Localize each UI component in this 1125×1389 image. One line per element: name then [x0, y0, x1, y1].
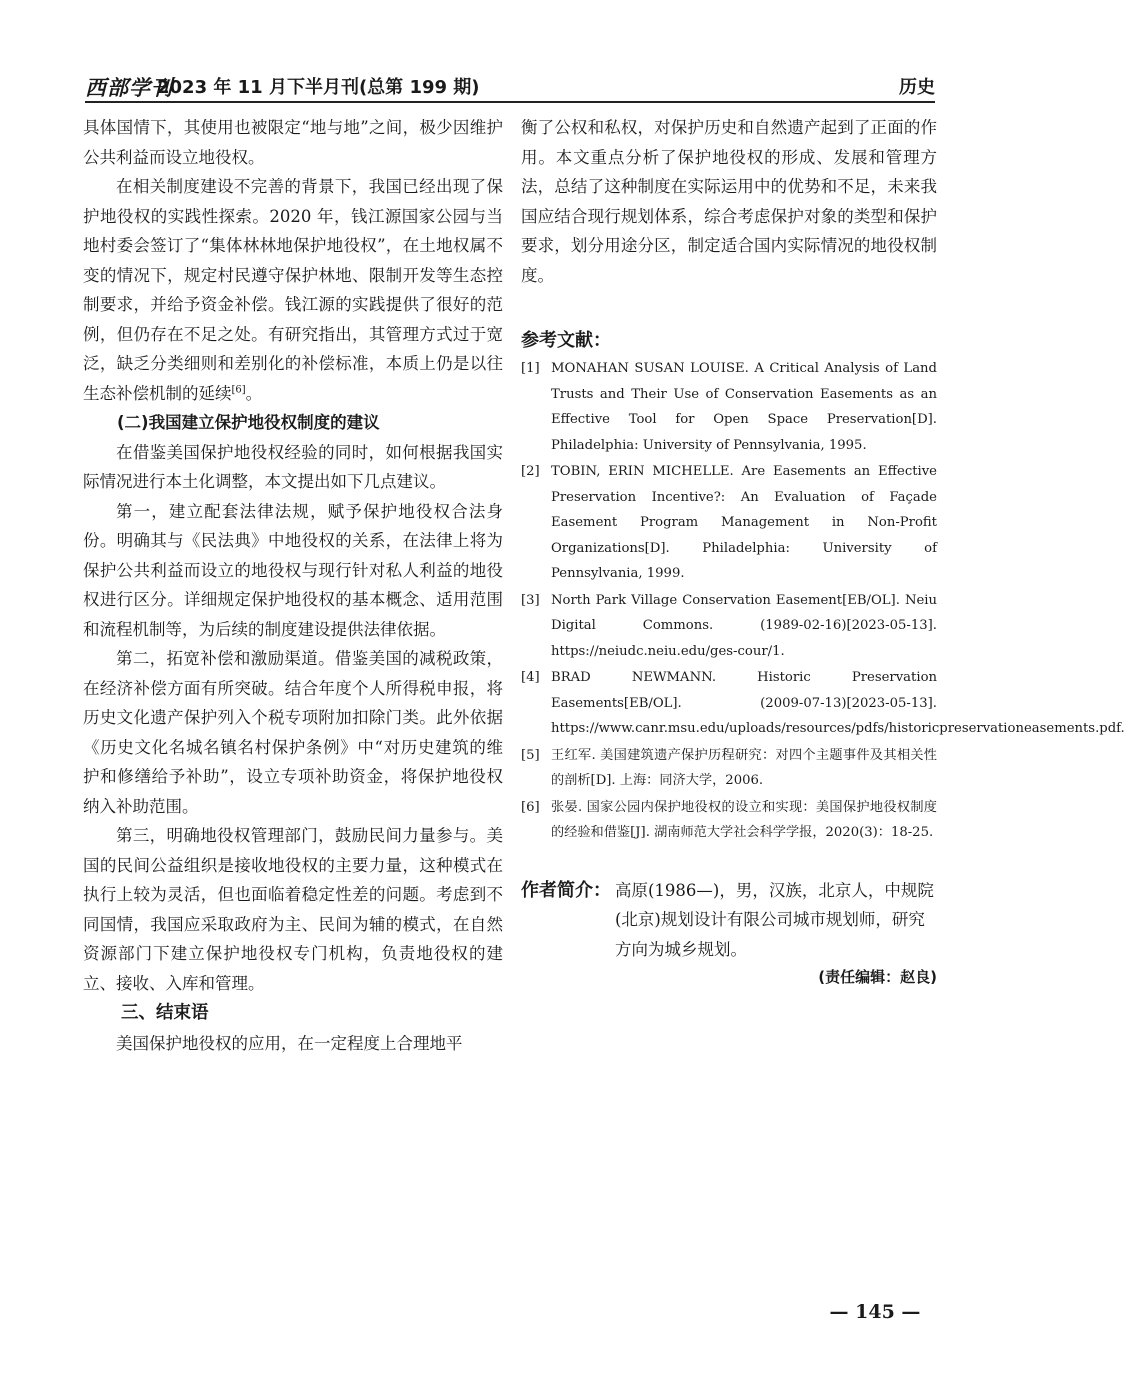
reference-item: [3] North Park Village Conservation Easement[EB/OL]. Neiu Digital Commons. (1989-02-16)[2023-05-13]. https://neiudc.neiu.edu/ges-cour/1. — [521, 592, 937, 659]
body-paragraph: 美国保护地役权的应用，在一定程度上合理地平 — [116, 1034, 463, 1053]
references-title: 参考文献： — [521, 330, 611, 351]
reference-item: [2] TOBIN, ERIN MICHELLE. Are Easements an Effective Preservation Incentive?: An Evaluation of Façade Easement Program Management in Non-Profit Organizations[D]. Philadelphia: University of Pennsylvania, 1999. — [521, 464, 937, 581]
reference-item: [4] BRAD NEWMANN. Historic Preservation Easements[EB/OL]. (2009-07-13)[2023-05-13]. https://www.canr.msu.edu/uploads/resources/pdfs/historicpreservationeasements.pdf. — [521, 670, 1125, 736]
body-paragraph: 第一，建立配套法律法规，赋予保护地役权合法身份。明确其与《民法典》中地役权的关系，在法律上将为保护公共利益而设立的地役权与现行针对私人利益的地役权进行区分。详细规定保护地役权的基本概念、适用范围和流程机制等，为后续的制度建设提供法律依据。 — [83, 501, 503, 639]
section-name: 历史 — [899, 77, 935, 98]
body-paragraph: 衡了公权和私权，对保护历史和自然遗产起到了正面的作用。本文重点分析了保护地役权的形成、发展和管理方法，总结了这种制度在实际运用中的优势和不足，未来我国应结合现行规划体系，综合考虑保护对象的类型和保护要求，划分用途分区，制定适合国内实际情况的地役权制度。 — [521, 118, 937, 285]
reference-item: [1] MONAHAN SUSAN LOUISE. A Critical Analysis of Land Trusts and Their Use of Conservation Easements as an Effective Tool for Open Space Preservation[D]. Philadelphia: University of Pennsylvania, 1995. — [521, 361, 937, 453]
section-heading: 三、结束语 — [121, 1003, 209, 1023]
citation-marker: [6] — [231, 384, 246, 395]
subsection-heading: (二)我国建立保护地役权制度的建议 — [117, 413, 380, 432]
body-paragraph: 第二，拓宽补偿和激励渠道。借鉴美国的减税政策，在经济补偿方面有所突破。结合年度个人所得税申报，将历史文化遗产保护列入个税专项附加扣除门类。此外依据《历史文化名城名镇名村保护条例》中“对历史建筑的维护和修缮给予补助”，设立专项补助资金，将保护地役权纳入补助范围。 — [83, 649, 503, 816]
body-paragraph: 具体国情下，其使用也被限定“地与地”之间，极少因维护公共利益而设立地役权。 — [83, 118, 503, 167]
issue-info: 2023 年 11 月下半月刊(总第 199 期) — [157, 77, 480, 98]
author-text: 高原(1986—)，男，汉族，北京人，中规院(北京)规划设计有限公司城市规划师，研究方向为城乡规划。 — [615, 880, 934, 959]
author-label: 作者简介： — [521, 879, 611, 901]
editor-credit: (责任编辑：赵良) — [818, 968, 937, 986]
reference-item: [5] 王红军. 美国建筑遗产保护历程研究：对四个主题事件及其相关性的剖析[D]. 上海：同济大学，2006. — [521, 747, 937, 788]
left-column — [83, 113, 503, 1059]
body-paragraph: 在相关制度建设不完善的背景下，我国已经出现了保护地役权的实践性探索。2020 年，钱江源国家公园与当地村委会签订了“集体林林地保护地役权”，在土地权属不变的情况下，规定村民遵守保护林地、限制开发等生态控制要求，并给予资金补偿。钱江源的实践提供了很好的范例，但仍存在不足之处。有研究指出，其管理方式过于宽泛，缺乏分类细则和差别化的补偿标准，本质上仍是以往生态补偿机制的延续[6]。 — [83, 177, 503, 403]
page-number: — 145 — — [829, 1301, 921, 1323]
body-paragraph: 在借鉴美国保护地役权经验的同时，如何根据我国实际情况进行本土化调整，本文提出如下几点建议。 — [83, 442, 503, 491]
body-paragraph: 第三，明确地役权管理部门，鼓励民间力量参与。美国的民间公益组织是接收地役权的主要力量，这种模式在执行上较为灵活，但也面临着稳定性差的问题。考虑到不同国情，我国应采取政府为主、民间为辅的模式，在自然资源部门下建立保护地役权专门机构，负责地役权的建立、接收、入库和管理。 — [83, 826, 503, 993]
running-header — [85, 70, 935, 100]
reference-list — [521, 356, 1125, 846]
author-bio — [521, 876, 937, 965]
journal-logo: 西部学刊 — [85, 75, 173, 100]
reference-item: [6] 张晏. 国家公园内保护地役权的设立和实现：美国保护地役权制度的经验和借鉴[J]. 湖南师范大学社会科学学报，2020(3)：18-25. — [521, 799, 937, 840]
right-column — [521, 113, 1125, 987]
header-rule — [85, 101, 935, 103]
